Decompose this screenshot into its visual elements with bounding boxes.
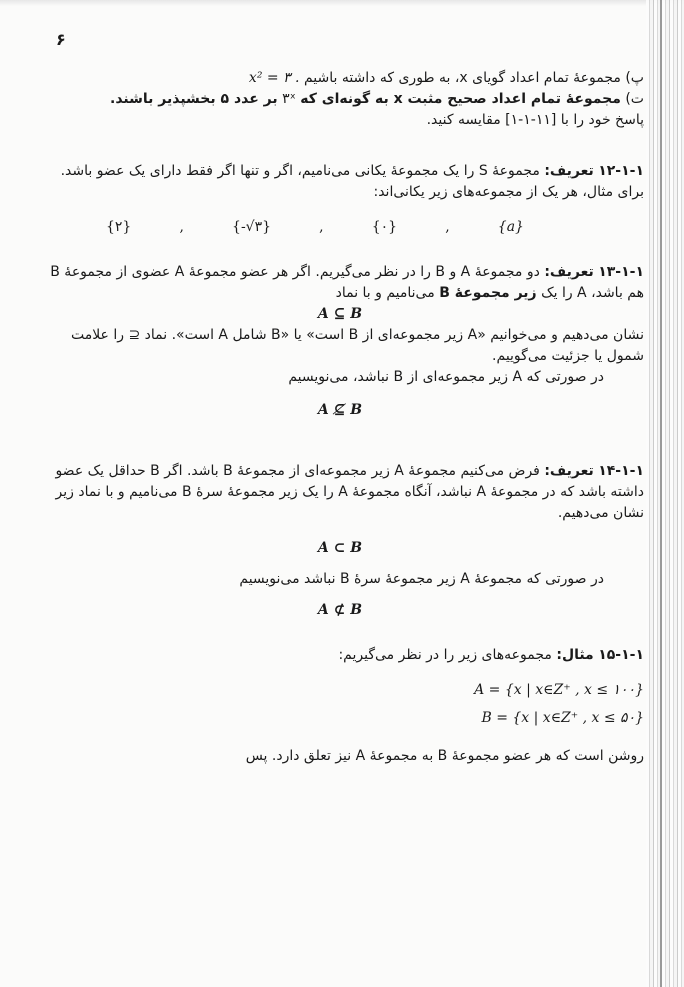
math-subseteq: A ⊆ B	[317, 306, 363, 322]
definition-14-keyword: تعریف:	[544, 463, 594, 479]
definition-13-text1: دو مجموعهٔ A و B را در نظر می‌گیریم. اگر هر عضو مجموعهٔ A عضوی از مجموعهٔ B هم باشد، A را یک	[50, 264, 644, 301]
compare-note: پاسخ خود را با [۱۱-۱-۱] مقایسه کنید.	[426, 112, 644, 128]
definition-14-text1: فرض می‌کنیم مجموعهٔ A زیر مجموعه‌ای از مجموعهٔ B باشد. اگر B حداقل یک عضو داشته باشد که در مجموعهٔ A نباشد، آنگاه مجموعهٔ A را یک زیر مجموعهٔ سرهٔ B می‌نامیم و با نماد زیر نشان می‌دهیم.	[55, 463, 644, 521]
set-definitions	[36, 680, 644, 736]
set-item: {۰}	[371, 219, 398, 235]
set-separator: ,	[445, 219, 450, 235]
exercise-t-math: ۳ˣ	[282, 91, 296, 107]
example-15-number: ۱۵-۱-۱	[598, 647, 644, 663]
page-content	[36, 28, 644, 767]
definition-12-number: ۱۲-۱-۱	[598, 163, 644, 179]
definition-13-number: ۱۳-۱-۱	[598, 264, 644, 280]
book-spine	[646, 0, 684, 987]
exercise-t	[36, 89, 644, 110]
exercise-t-label: ت)	[625, 91, 644, 107]
set-separator: ,	[319, 219, 324, 235]
exercise-p-math: x² = ۳ .	[248, 70, 300, 86]
page-number: ۶	[56, 30, 66, 49]
set-item: {۲}	[106, 219, 132, 235]
math-not-subset: A ⊄ B	[317, 602, 363, 618]
definition-13-keyword: تعریف:	[544, 264, 594, 280]
example-15	[36, 645, 644, 666]
definition-12-keyword: تعریف:	[544, 163, 594, 179]
definition-12	[36, 161, 644, 203]
exercise-p-label: پ)	[625, 70, 644, 86]
definition-14-number: ۱۴-۱-۱	[598, 463, 644, 479]
math-subset: A ⊂ B	[317, 540, 363, 556]
definition-13	[36, 262, 644, 304]
singleton-sets	[36, 217, 644, 238]
definition-12-text: مجموعهٔ S را یک مجموعهٔ یکانی می‌نامیم، اگر و تنها اگر فقط دارای یک عضو باشد. برای مثال، هر یک از مجموعه‌های زیر یکانی‌اند:	[60, 163, 644, 200]
example-15-text2: روشن است که هر عضو مجموعهٔ B به مجموعهٔ A نیز تعلق دارد. پس	[245, 748, 644, 764]
example-15-text1: مجموعه‌های زیر را در نظر می‌گیریم:	[338, 647, 552, 663]
math-not-subseteq: A ⊈ B	[317, 402, 363, 418]
example-15-keyword: مثال:	[556, 647, 594, 663]
top-shadow	[0, 0, 684, 6]
definition-14	[36, 461, 644, 524]
exercise-p	[36, 68, 644, 89]
exercise-t-text2: بر عدد ۵ بخشپذیر باشند.	[110, 91, 278, 107]
definition-13-text2: می‌نامیم و با نماد	[335, 285, 435, 301]
exercise-t-text: مجموعهٔ تمام اعداد صحیح مثبت x به گونه‌ای که	[300, 91, 621, 107]
definition-13-text4: در صورتی که A زیر مجموعه‌ای از B نباشد، می‌نویسیم	[288, 369, 604, 385]
definition-14-text2: در صورتی که مجموعهٔ A زیر مجموعهٔ سرهٔ B نباشد می‌نویسیم	[239, 571, 604, 587]
set-item: {-√۳}	[232, 219, 272, 235]
set-item: {a}	[497, 219, 524, 235]
definition-13-text3: نشان می‌دهیم و می‌خوانیم «A زیر مجموعه‌ای از B است» یا «B شامل A است». نماد ⊆ را علامت شمول یا جزئیت می‌گوییم.	[70, 327, 644, 364]
set-b-definition: B = {x | x∈Z⁺ , x ≤ ۵۰}	[481, 710, 644, 726]
definition-13-term: زیر مجموعهٔ B	[439, 285, 537, 301]
set-a-definition: A = {x | x∈Z⁺ , x ≤ ۱۰۰}	[474, 682, 644, 698]
exercise-p-text: مجموعهٔ تمام اعداد گویای x، به طوری که داشته باشیم	[303, 70, 621, 86]
set-separator: ,	[179, 219, 184, 235]
